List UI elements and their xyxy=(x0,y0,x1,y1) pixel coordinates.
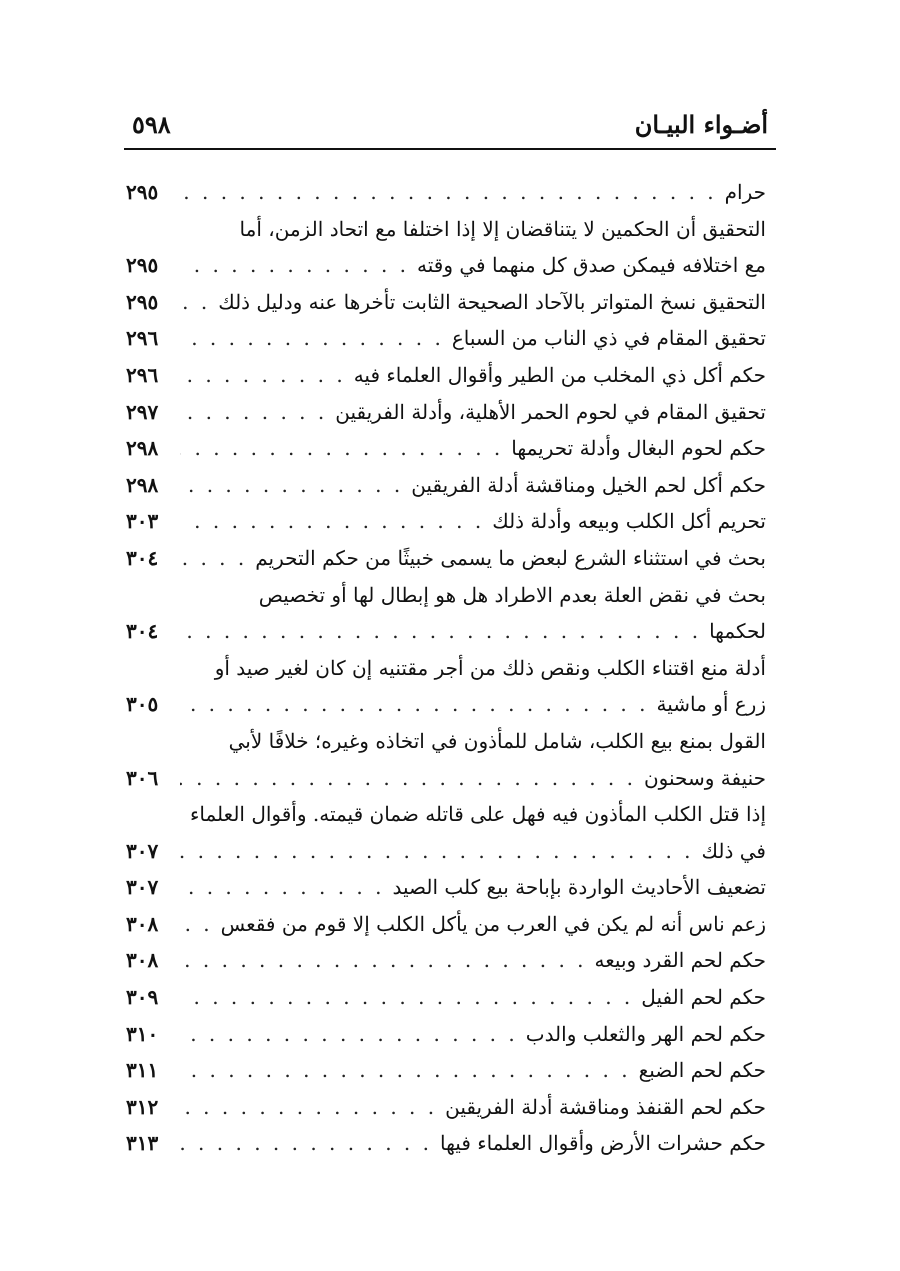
running-header xyxy=(124,104,776,148)
dot-leader xyxy=(180,869,384,906)
entry-text: حكم لحم الضبع xyxy=(638,1058,766,1083)
entry-page-number: ٣١٣ xyxy=(126,1131,159,1156)
entry-page-number: ٢٩٨ xyxy=(126,436,159,461)
entry-text: تحقيق المقام في لحوم الحمر الأهلية، وأدلة الفريقين xyxy=(335,399,766,424)
dot-leader xyxy=(180,833,694,870)
entry-text: لحكمها xyxy=(709,619,766,644)
index-entry xyxy=(126,1052,776,1089)
index-entry xyxy=(126,1125,776,1162)
index-entry xyxy=(126,247,776,284)
entry-text: التحقيق نسخ المتواتر بالآحاد الصحيحة الثابت تأخرها عنه ودليل ذلك xyxy=(218,289,766,314)
entry-page-number: ٣٠٨ xyxy=(126,948,159,973)
index-entry: القول بمنع بيع الكلب، شامل للمأذون في اتخاذه وغيره؛ خلافًا لأبي xyxy=(228,728,766,753)
dot-leader xyxy=(180,394,327,431)
index-entry xyxy=(126,540,776,577)
entry-page-number: ٣٠٧ xyxy=(126,838,159,863)
dot-leader xyxy=(180,430,503,467)
entry-text: في ذلك xyxy=(701,838,766,863)
entry-text: بحث في استثناء الشرع لبعض ما يسمى خبيثًا من حكم التحريم xyxy=(255,545,766,570)
book-page xyxy=(124,104,776,1162)
dot-leader xyxy=(180,1089,437,1126)
entry-page-number: ٣٠٤ xyxy=(126,545,159,570)
entry-text: حكم لحم الفيل xyxy=(641,985,766,1010)
dot-leader xyxy=(180,174,717,211)
index-entry xyxy=(126,430,776,467)
entry-page-number: ٢٩٥ xyxy=(126,253,159,278)
entry-text: تضعيف الأحاديث الواردة بإباحة بيع كلب الصيد xyxy=(392,875,766,900)
entry-text: زعم ناس أنه لم يكن في العرب من يأكل الكلب إلا قوم من فقعس xyxy=(220,911,766,936)
entry-text: زرع أو ماشية xyxy=(656,692,766,717)
dot-leader xyxy=(180,284,210,321)
dot-leader xyxy=(180,467,403,504)
dot-leader xyxy=(180,357,346,394)
index-entry xyxy=(126,394,776,431)
index-entry: التحقيق أن الحكمين لا يتناقضان إلا إذا اختلفا مع اتحاد الزمن، أما xyxy=(239,216,766,241)
entry-page-number: ٣٠٩ xyxy=(126,985,159,1010)
index-entry xyxy=(126,467,776,504)
index-entry xyxy=(126,869,776,906)
index-entry xyxy=(126,833,776,870)
entry-page-number: ٣٠٥ xyxy=(126,692,159,717)
entry-text: تحقيق المقام في ذي الناب من السباع xyxy=(451,326,766,351)
entry-text: مع اختلافه فيمكن صدق كل منهما في وقته xyxy=(417,253,766,278)
entry-page-number: ٢٩٥ xyxy=(126,180,159,204)
entry-page-number: ٢٩٦ xyxy=(126,326,159,351)
dot-leader xyxy=(180,503,484,540)
index-entry xyxy=(126,320,776,357)
entry-text: تحريم أكل الكلب وبيعه وأدلة ذلك xyxy=(492,509,766,534)
index-entry: إذا قتل الكلب المأذون فيه فهل على قاتله ضمان قيمته. وأقوال العلماء xyxy=(189,802,766,827)
index-entry: أدلة منع اقتناء الكلب ونقص ذلك من أجر مقتنيه إن كان لغير صيد أو xyxy=(214,655,766,680)
entry-text: حكم لحم القنفذ ومناقشة أدلة الفريقين xyxy=(445,1094,766,1119)
index-entry xyxy=(126,284,776,321)
entry-page-number: ٣٠٨ xyxy=(126,911,159,936)
entry-page-number: ٢٩٧ xyxy=(126,399,159,424)
dot-leader xyxy=(180,1052,631,1089)
index-entry xyxy=(126,979,776,1016)
dot-leader xyxy=(180,247,409,284)
index-entry: بحث في نقض العلة بعدم الاطراد هل هو إبطال لها أو تخصيص xyxy=(258,582,766,607)
entry-text: حرام xyxy=(724,180,766,204)
index-entry xyxy=(126,357,776,394)
dot-leader xyxy=(180,686,648,723)
entry-page-number: ٣١٢ xyxy=(126,1094,159,1119)
dot-leader xyxy=(180,1125,432,1162)
entry-page-number: ٢٩٦ xyxy=(126,362,159,387)
entry-page-number: ٣٠٦ xyxy=(126,765,159,790)
dot-leader xyxy=(180,540,247,577)
entry-text: حكم أكل لحم الخيل ومناقشة أدلة الفريقين xyxy=(411,472,766,497)
entry-text: حكم حشرات الأرض وأقوال العلماء فيها xyxy=(439,1131,766,1156)
dot-leader xyxy=(180,1016,518,1053)
dot-leader xyxy=(180,979,633,1016)
entry-page-number: ٢٩٥ xyxy=(126,289,159,314)
book-title: أضـواء البيـان xyxy=(634,110,768,139)
entry-text: حنيفة وسحنون xyxy=(643,765,766,790)
dot-leader xyxy=(180,320,444,357)
index-entry xyxy=(126,174,776,211)
index-entry xyxy=(126,503,776,540)
entry-page-number: ٣١٠ xyxy=(126,1021,159,1046)
entry-text: حكم لحم القرد وبيعه xyxy=(594,948,766,973)
index-entry xyxy=(126,686,776,723)
entry-text: حكم لحم الهر والثعلب والدب xyxy=(525,1021,766,1046)
entry-page-number: ٣٠٤ xyxy=(126,619,159,644)
index-entry xyxy=(126,760,776,797)
dot-leader xyxy=(180,760,636,797)
dot-leader xyxy=(180,942,587,979)
index-entries xyxy=(124,174,776,1162)
header-rule xyxy=(124,148,776,150)
entry-page-number: ٢٩٨ xyxy=(126,472,159,497)
index-entry xyxy=(126,942,776,979)
entry-page-number: ٣١١ xyxy=(126,1058,159,1083)
page-number: ٥٩٨ xyxy=(132,110,171,139)
entry-text: حكم لحوم البغال وأدلة تحريمها xyxy=(511,436,766,461)
index-entry xyxy=(126,613,776,650)
index-entry xyxy=(126,1089,776,1126)
dot-leader xyxy=(180,906,213,943)
index-entry xyxy=(126,1016,776,1053)
entry-page-number: ٣٠٧ xyxy=(126,875,159,900)
dot-leader xyxy=(180,613,701,650)
index-entry xyxy=(126,906,776,943)
entry-text: حكم أكل ذي المخلب من الطير وأقوال العلماء فيه xyxy=(353,362,766,387)
entry-page-number: ٣٠٣ xyxy=(126,509,159,534)
